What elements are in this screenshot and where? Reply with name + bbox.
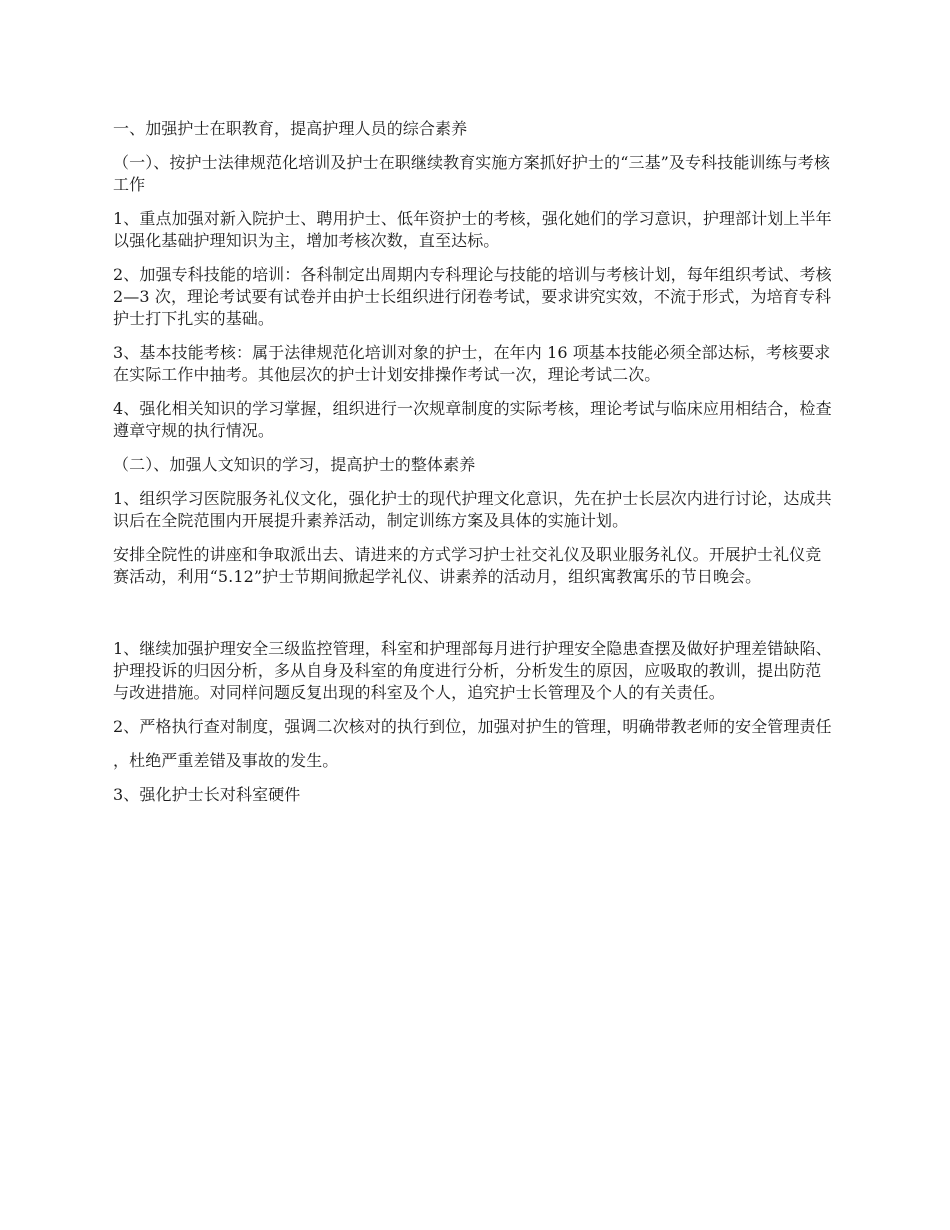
blank-gap xyxy=(113,600,833,638)
paragraph: 1、组织学习医院服务礼仪文化，强化护士的现代护理文化意识，先在护士长层次内进行讨论，达成共识后在全院范围内开展提升素养活动，制定训练方案及具体的实施计划。 xyxy=(113,489,832,530)
paragraph: 1、重点加强对新入院护士、聘用护士、低年资护士的考核，强化她们的学习意识，护理部计划上半年以强化基础护理知识为主，增加考核次数，直至达标。 xyxy=(113,209,832,250)
paragraph: 4、强化相关知识的学习掌握，组织进行一次规章制度的实际考核，理论考试与临床应用相结合，检查遵章守规的执行情况。 xyxy=(113,399,832,440)
paragraph: 2、加强专科技能的培训：各科制定出周期内专科理论与技能的培训与考核计划，每年组织考试、考核 2—3 次，理论考试要有试卷并由护士长组织进行闭卷考试，要求讲究实效，不流于形式，为培育专科护士打下扎实的基础。 xyxy=(113,265,832,328)
paragraph: 安排全院性的讲座和争取派出去、请进来的方式学习护士社交礼仪及职业服务礼仪。开展护士礼仪竞赛活动，利用“5.12”护士节期间掀起学礼仪、讲素养的活动月，组织寓教寓乐的节日晚会。 xyxy=(113,545,822,586)
subsection-title: （一）、按护士法律规范化培训及护士在职继续教育实施方案抓好护士的“三基”及专科技能训练与考核工作 xyxy=(113,153,830,194)
paragraph: ，杜绝严重差错及事故的发生。 xyxy=(113,751,339,770)
paragraph: 1、继续加强护理安全三级监控管理，科室和护理部每月进行护理安全隐患查摆及做好护理差错缺陷、护理投诉的归因分析，多从自身及科室的角度进行分析，分析发生的原因，应吸取的教训，提出防范与改进措施。对同样问题反复出现的科室及个人，追究护士长管理及个人的有关责任。 xyxy=(113,639,832,702)
document-body xyxy=(113,118,833,818)
paragraph: 3、基本技能考核：属于法律规范化培训对象的护士，在年内 16 项基本技能必须全部达标，考核要求在实际工作中抽考。其他层次的护士计划安排操作考试一次，理论考试二次。 xyxy=(113,343,831,384)
paragraph: 2、严格执行查对制度，强调二次核对的执行到位，加强对护生的管理，明确带教老师的安全管理责任 xyxy=(113,717,832,736)
paragraph: 3、强化护士长对科室硬件 xyxy=(113,785,301,804)
subsection-title: （二）、加强人文知识的学习，提高护士的整体素养 xyxy=(113,455,476,474)
section-title: 一、加强护士在职教育，提高护理人员的综合素养 xyxy=(113,119,468,138)
